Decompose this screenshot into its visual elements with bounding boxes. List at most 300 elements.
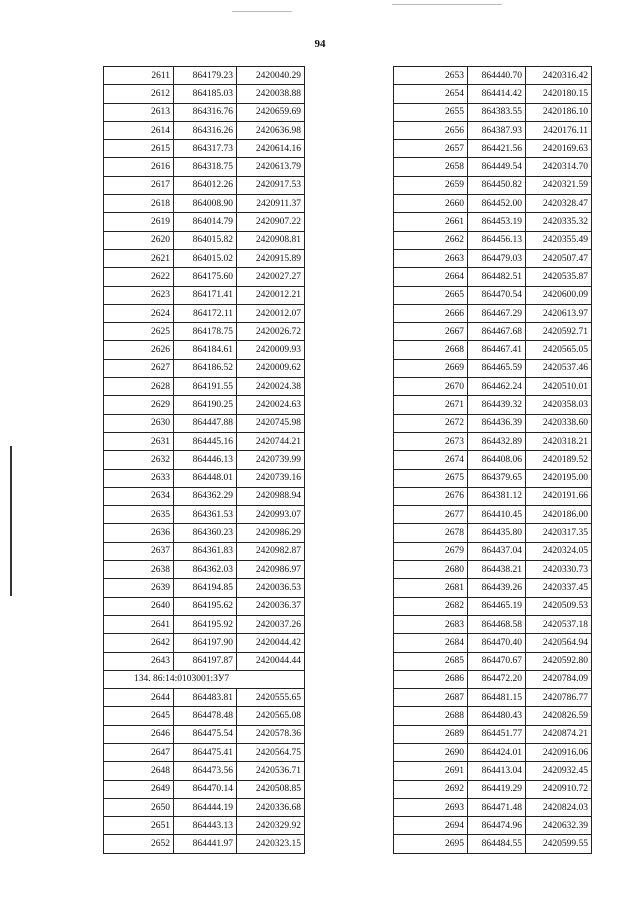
point-number-cell: 2673	[394, 432, 468, 450]
point-number-cell: 2676	[394, 487, 468, 505]
y-coordinate-cell: 2420537.18	[526, 615, 592, 633]
x-coordinate-cell: 864015.82	[174, 231, 237, 249]
y-coordinate-cell: 2420186.00	[526, 506, 592, 524]
point-number-cell: 2654	[394, 85, 468, 103]
x-coordinate-cell: 864015.02	[174, 249, 237, 267]
table-row	[104, 396, 305, 414]
table-row	[394, 561, 592, 579]
x-coordinate-cell: 864470.54	[468, 286, 526, 304]
x-coordinate-cell: 864447.88	[174, 414, 237, 432]
y-coordinate-cell: 2420329.92	[237, 817, 305, 835]
y-coordinate-cell: 2420318.21	[526, 432, 592, 450]
point-number-cell: 2613	[104, 103, 174, 121]
table-row	[394, 378, 592, 396]
table-row	[104, 304, 305, 322]
point-number-cell: 2670	[394, 378, 468, 396]
table-row	[104, 341, 305, 359]
point-number-cell: 2646	[104, 725, 174, 743]
table-row	[104, 176, 305, 194]
y-coordinate-cell: 2420555.65	[237, 689, 305, 707]
table-row	[104, 213, 305, 231]
y-coordinate-cell: 2420535.87	[526, 268, 592, 286]
y-coordinate-cell: 2420317.35	[526, 524, 592, 542]
y-coordinate-cell: 2420169.63	[526, 140, 592, 158]
x-coordinate-cell: 864195.62	[174, 597, 237, 615]
x-coordinate-cell: 864441.97	[174, 835, 237, 853]
table-row	[394, 323, 592, 341]
x-coordinate-cell: 864479.03	[468, 249, 526, 267]
point-number-cell: 2628	[104, 378, 174, 396]
x-coordinate-cell: 864474.96	[468, 817, 526, 835]
x-coordinate-cell: 864432.89	[468, 432, 526, 450]
x-coordinate-cell: 864478.48	[174, 707, 237, 725]
point-number-cell: 2611	[104, 67, 174, 85]
coordinates-table-left-body	[104, 67, 305, 854]
point-number-cell: 2681	[394, 579, 468, 597]
table-row	[394, 469, 592, 487]
table-row	[104, 414, 305, 432]
x-coordinate-cell: 864197.90	[174, 634, 237, 652]
point-number-cell: 2642	[104, 634, 174, 652]
point-number-cell: 2649	[104, 780, 174, 798]
y-coordinate-cell: 2420917.53	[237, 176, 305, 194]
y-coordinate-cell: 2420632.39	[526, 817, 592, 835]
x-coordinate-cell: 864195.92	[174, 615, 237, 633]
point-number-cell: 2620	[104, 231, 174, 249]
table-row	[104, 597, 305, 615]
table-row	[394, 762, 592, 780]
x-coordinate-cell: 864414.42	[468, 85, 526, 103]
x-coordinate-cell: 864436.39	[468, 414, 526, 432]
x-coordinate-cell: 864473.56	[174, 762, 237, 780]
table-row	[104, 524, 305, 542]
y-coordinate-cell: 2420509.53	[526, 597, 592, 615]
y-coordinate-cell: 2420027.27	[237, 268, 305, 286]
x-coordinate-cell: 864419.29	[468, 780, 526, 798]
y-coordinate-cell: 2420613.97	[526, 304, 592, 322]
x-coordinate-cell: 864379.65	[468, 469, 526, 487]
x-coordinate-cell: 864445.16	[174, 432, 237, 450]
x-coordinate-cell: 864439.32	[468, 396, 526, 414]
point-number-cell: 2643	[104, 652, 174, 670]
y-coordinate-cell: 2420176.11	[526, 121, 592, 139]
point-number-cell: 2674	[394, 451, 468, 469]
point-number-cell: 2663	[394, 249, 468, 267]
table-row	[394, 817, 592, 835]
y-coordinate-cell: 2420874.21	[526, 725, 592, 743]
y-coordinate-cell: 2420335.32	[526, 213, 592, 231]
table-row	[104, 85, 305, 103]
x-coordinate-cell: 864482.51	[468, 268, 526, 286]
point-number-cell: 2688	[394, 707, 468, 725]
point-number-cell: 2631	[104, 432, 174, 450]
point-number-cell: 2632	[104, 451, 174, 469]
table-row	[394, 689, 592, 707]
y-coordinate-cell: 2420564.75	[237, 743, 305, 761]
point-number-cell: 2657	[394, 140, 468, 158]
point-number-cell: 2619	[104, 213, 174, 231]
x-coordinate-cell: 864360.23	[174, 524, 237, 542]
point-number-cell: 2678	[394, 524, 468, 542]
table-row	[104, 743, 305, 761]
x-coordinate-cell: 864318.75	[174, 158, 237, 176]
x-coordinate-cell: 864451.77	[468, 725, 526, 743]
table-row	[104, 780, 305, 798]
y-coordinate-cell: 2420024.38	[237, 378, 305, 396]
x-coordinate-cell: 864448.01	[174, 469, 237, 487]
y-coordinate-cell: 2420338.60	[526, 414, 592, 432]
x-coordinate-cell: 864446.13	[174, 451, 237, 469]
table-row	[394, 249, 592, 267]
y-coordinate-cell: 2420599.55	[526, 835, 592, 853]
y-coordinate-cell: 2420536.71	[237, 762, 305, 780]
y-coordinate-cell: 2420826.59	[526, 707, 592, 725]
y-coordinate-cell: 2420564.94	[526, 634, 592, 652]
point-number-cell: 2658	[394, 158, 468, 176]
point-number-cell: 2626	[104, 341, 174, 359]
x-coordinate-cell: 864171.41	[174, 286, 237, 304]
x-coordinate-cell: 864483.81	[174, 689, 237, 707]
x-coordinate-cell: 864449.54	[468, 158, 526, 176]
margin-binding-bar	[10, 446, 12, 596]
x-coordinate-cell: 864186.52	[174, 359, 237, 377]
x-coordinate-cell: 864452.00	[468, 195, 526, 213]
table-row	[104, 469, 305, 487]
table-row	[394, 597, 592, 615]
x-coordinate-cell: 864470.40	[468, 634, 526, 652]
x-coordinate-cell: 864194.85	[174, 579, 237, 597]
table-row	[104, 689, 305, 707]
point-number-cell: 2612	[104, 85, 174, 103]
x-coordinate-cell: 864362.29	[174, 487, 237, 505]
point-number-cell: 2689	[394, 725, 468, 743]
point-number-cell: 2627	[104, 359, 174, 377]
point-number-cell: 2625	[104, 323, 174, 341]
table-row	[394, 140, 592, 158]
x-coordinate-cell: 864467.68	[468, 323, 526, 341]
point-number-cell: 2659	[394, 176, 468, 194]
point-number-cell: 2636	[104, 524, 174, 542]
table-row	[394, 579, 592, 597]
table-row	[104, 195, 305, 213]
table-row	[394, 286, 592, 304]
y-coordinate-cell: 2420986.29	[237, 524, 305, 542]
point-number-cell: 2630	[104, 414, 174, 432]
y-coordinate-cell: 2420009.62	[237, 359, 305, 377]
point-number-cell: 2690	[394, 743, 468, 761]
x-coordinate-cell: 864480.43	[468, 707, 526, 725]
y-coordinate-cell: 2420659.69	[237, 103, 305, 121]
x-coordinate-cell: 864475.41	[174, 743, 237, 761]
y-coordinate-cell: 2420180.15	[526, 85, 592, 103]
table-row	[394, 268, 592, 286]
point-number-cell: 2684	[394, 634, 468, 652]
y-coordinate-cell: 2420191.66	[526, 487, 592, 505]
y-coordinate-cell: 2420507.47	[526, 249, 592, 267]
table-row	[104, 707, 305, 725]
y-coordinate-cell: 2420565.08	[237, 707, 305, 725]
point-number-cell: 2666	[394, 304, 468, 322]
x-coordinate-cell: 864484.55	[468, 835, 526, 853]
y-coordinate-cell: 2420600.09	[526, 286, 592, 304]
y-coordinate-cell: 2420613.79	[237, 158, 305, 176]
x-coordinate-cell: 864184.61	[174, 341, 237, 359]
y-coordinate-cell: 2420314.70	[526, 158, 592, 176]
y-coordinate-cell: 2420744.21	[237, 432, 305, 450]
x-coordinate-cell: 864008.90	[174, 195, 237, 213]
x-coordinate-cell: 864424.01	[468, 743, 526, 761]
point-number-cell: 2647	[104, 743, 174, 761]
y-coordinate-cell: 2420982.87	[237, 542, 305, 560]
x-coordinate-cell: 864185.03	[174, 85, 237, 103]
x-coordinate-cell: 864421.56	[468, 140, 526, 158]
table-row	[104, 487, 305, 505]
point-number-cell: 2634	[104, 487, 174, 505]
table-row	[394, 67, 592, 85]
y-coordinate-cell: 2420908.81	[237, 231, 305, 249]
y-coordinate-cell: 2420323.15	[237, 835, 305, 853]
table-row	[394, 341, 592, 359]
scan-artifact-top-right	[392, 4, 502, 5]
point-number-cell: 2664	[394, 268, 468, 286]
y-coordinate-cell: 2420328.47	[526, 195, 592, 213]
point-number-cell: 2680	[394, 561, 468, 579]
y-coordinate-cell: 2420337.45	[526, 579, 592, 597]
point-number-cell: 2669	[394, 359, 468, 377]
x-coordinate-cell: 864408.06	[468, 451, 526, 469]
table-row	[394, 176, 592, 194]
y-coordinate-cell: 2420044.42	[237, 634, 305, 652]
point-number-cell: 2661	[394, 213, 468, 231]
x-coordinate-cell: 864381.12	[468, 487, 526, 505]
table-row	[394, 652, 592, 670]
table-row	[104, 140, 305, 158]
point-number-cell: 2668	[394, 341, 468, 359]
table-row	[104, 249, 305, 267]
table-row	[394, 414, 592, 432]
point-number-cell: 2650	[104, 798, 174, 816]
point-number-cell: 2656	[394, 121, 468, 139]
table-row	[394, 359, 592, 377]
x-coordinate-cell: 864438.21	[468, 561, 526, 579]
table-row	[394, 158, 592, 176]
y-coordinate-cell: 2420993.07	[237, 506, 305, 524]
x-coordinate-cell: 864316.76	[174, 103, 237, 121]
point-number-cell: 2637	[104, 542, 174, 560]
y-coordinate-cell: 2420026.72	[237, 323, 305, 341]
point-number-cell: 2635	[104, 506, 174, 524]
table-row	[394, 103, 592, 121]
table-row	[104, 634, 305, 652]
point-number-cell: 2655	[394, 103, 468, 121]
y-coordinate-cell: 2420038.88	[237, 85, 305, 103]
y-coordinate-cell: 2420911.37	[237, 195, 305, 213]
table-row	[104, 561, 305, 579]
y-coordinate-cell: 2420784.09	[526, 670, 592, 688]
table-row	[394, 798, 592, 816]
y-coordinate-cell: 2420355.49	[526, 231, 592, 249]
y-coordinate-cell: 2420321.59	[526, 176, 592, 194]
table-row	[394, 213, 592, 231]
table-row	[104, 725, 305, 743]
y-coordinate-cell: 2420988.94	[237, 487, 305, 505]
table-row	[394, 670, 592, 688]
point-number-cell: 2693	[394, 798, 468, 816]
y-coordinate-cell: 2420040.29	[237, 67, 305, 85]
table-row	[104, 378, 305, 396]
table-row	[394, 634, 592, 652]
y-coordinate-cell: 2420037.26	[237, 615, 305, 633]
y-coordinate-cell: 2420012.21	[237, 286, 305, 304]
table-row	[394, 487, 592, 505]
point-number-cell: 2623	[104, 286, 174, 304]
y-coordinate-cell: 2420036.37	[237, 597, 305, 615]
x-coordinate-cell: 864361.53	[174, 506, 237, 524]
x-coordinate-cell: 864462.24	[468, 378, 526, 396]
x-coordinate-cell: 864437.04	[468, 542, 526, 560]
table-row	[394, 121, 592, 139]
point-number-cell: 2653	[394, 67, 468, 85]
y-coordinate-cell: 2420508.85	[237, 780, 305, 798]
table-row	[394, 231, 592, 249]
table-row	[104, 432, 305, 450]
point-number-cell: 2672	[394, 414, 468, 432]
point-number-cell: 2641	[104, 615, 174, 633]
x-coordinate-cell: 864435.80	[468, 524, 526, 542]
table-row	[394, 524, 592, 542]
table-row	[394, 304, 592, 322]
x-coordinate-cell: 864444.19	[174, 798, 237, 816]
table-row	[104, 231, 305, 249]
point-number-cell: 2665	[394, 286, 468, 304]
point-number-cell: 2682	[394, 597, 468, 615]
y-coordinate-cell: 2420510.01	[526, 378, 592, 396]
point-number-cell: 2679	[394, 542, 468, 560]
y-coordinate-cell: 2420786.77	[526, 689, 592, 707]
point-number-cell: 2694	[394, 817, 468, 835]
table-row	[104, 451, 305, 469]
point-number-cell: 2640	[104, 597, 174, 615]
y-coordinate-cell: 2420915.89	[237, 249, 305, 267]
x-coordinate-cell: 864472.20	[468, 670, 526, 688]
x-coordinate-cell: 864190.25	[174, 396, 237, 414]
point-number-cell: 2686	[394, 670, 468, 688]
x-coordinate-cell: 864317.73	[174, 140, 237, 158]
section-row	[104, 670, 305, 688]
table-row	[104, 542, 305, 560]
point-number-cell: 2638	[104, 561, 174, 579]
x-coordinate-cell: 864465.19	[468, 597, 526, 615]
point-number-cell: 2621	[104, 249, 174, 267]
point-number-cell: 2671	[394, 396, 468, 414]
point-number-cell: 2644	[104, 689, 174, 707]
page-number: 94	[314, 38, 326, 50]
point-number-cell: 2618	[104, 195, 174, 213]
x-coordinate-cell: 864443.13	[174, 817, 237, 835]
point-number-cell: 2614	[104, 121, 174, 139]
x-coordinate-cell: 864470.14	[174, 780, 237, 798]
y-coordinate-cell: 2420986.97	[237, 561, 305, 579]
coordinates-table-right-body	[394, 67, 592, 854]
point-number-cell: 2687	[394, 689, 468, 707]
x-coordinate-cell: 864197.87	[174, 652, 237, 670]
table-row	[394, 85, 592, 103]
table-row	[104, 835, 305, 853]
y-coordinate-cell: 2420189.52	[526, 451, 592, 469]
table-row	[394, 725, 592, 743]
point-number-cell: 2615	[104, 140, 174, 158]
x-coordinate-cell: 864439.26	[468, 579, 526, 597]
section-label: 134. 86:14:0103001:ЗУ7	[104, 670, 305, 688]
coordinates-table-left	[103, 66, 305, 854]
y-coordinate-cell: 2420739.16	[237, 469, 305, 487]
x-coordinate-cell: 864471.48	[468, 798, 526, 816]
point-number-cell: 2622	[104, 268, 174, 286]
y-coordinate-cell: 2420186.10	[526, 103, 592, 121]
point-number-cell: 2692	[394, 780, 468, 798]
point-number-cell: 2677	[394, 506, 468, 524]
y-coordinate-cell: 2420330.73	[526, 561, 592, 579]
x-coordinate-cell: 864361.83	[174, 542, 237, 560]
y-coordinate-cell: 2420358.03	[526, 396, 592, 414]
table-row	[104, 506, 305, 524]
y-coordinate-cell: 2420324.05	[526, 542, 592, 560]
point-number-cell: 2691	[394, 762, 468, 780]
point-number-cell: 2685	[394, 652, 468, 670]
x-coordinate-cell: 864467.29	[468, 304, 526, 322]
y-coordinate-cell: 2420592.80	[526, 652, 592, 670]
x-coordinate-cell: 864450.82	[468, 176, 526, 194]
point-number-cell: 2675	[394, 469, 468, 487]
table-row	[394, 835, 592, 853]
point-number-cell: 2683	[394, 615, 468, 633]
point-number-cell: 2652	[104, 835, 174, 853]
x-coordinate-cell: 864387.93	[468, 121, 526, 139]
x-coordinate-cell: 864179.23	[174, 67, 237, 85]
table-row	[394, 780, 592, 798]
y-coordinate-cell: 2420578.36	[237, 725, 305, 743]
point-number-cell: 2651	[104, 817, 174, 835]
x-coordinate-cell: 864468.58	[468, 615, 526, 633]
point-number-cell: 2617	[104, 176, 174, 194]
table-row	[394, 542, 592, 560]
table-row	[394, 707, 592, 725]
x-coordinate-cell: 864465.59	[468, 359, 526, 377]
table-row	[104, 817, 305, 835]
x-coordinate-cell: 864475.54	[174, 725, 237, 743]
y-coordinate-cell: 2420195.00	[526, 469, 592, 487]
table-row	[104, 268, 305, 286]
y-coordinate-cell: 2420336.68	[237, 798, 305, 816]
x-coordinate-cell: 864440.70	[468, 67, 526, 85]
y-coordinate-cell: 2420614.16	[237, 140, 305, 158]
x-coordinate-cell: 864453.19	[468, 213, 526, 231]
point-number-cell: 2633	[104, 469, 174, 487]
y-coordinate-cell: 2420316.42	[526, 67, 592, 85]
point-number-cell: 2629	[104, 396, 174, 414]
coordinates-table-right	[393, 66, 592, 854]
point-number-cell: 2624	[104, 304, 174, 322]
y-coordinate-cell: 2420824.03	[526, 798, 592, 816]
table-row	[104, 798, 305, 816]
y-coordinate-cell: 2420537.46	[526, 359, 592, 377]
y-coordinate-cell: 2420044.44	[237, 652, 305, 670]
point-number-cell: 2616	[104, 158, 174, 176]
point-number-cell: 2645	[104, 707, 174, 725]
table-row	[104, 103, 305, 121]
y-coordinate-cell: 2420916.06	[526, 743, 592, 761]
y-coordinate-cell: 2420636.98	[237, 121, 305, 139]
